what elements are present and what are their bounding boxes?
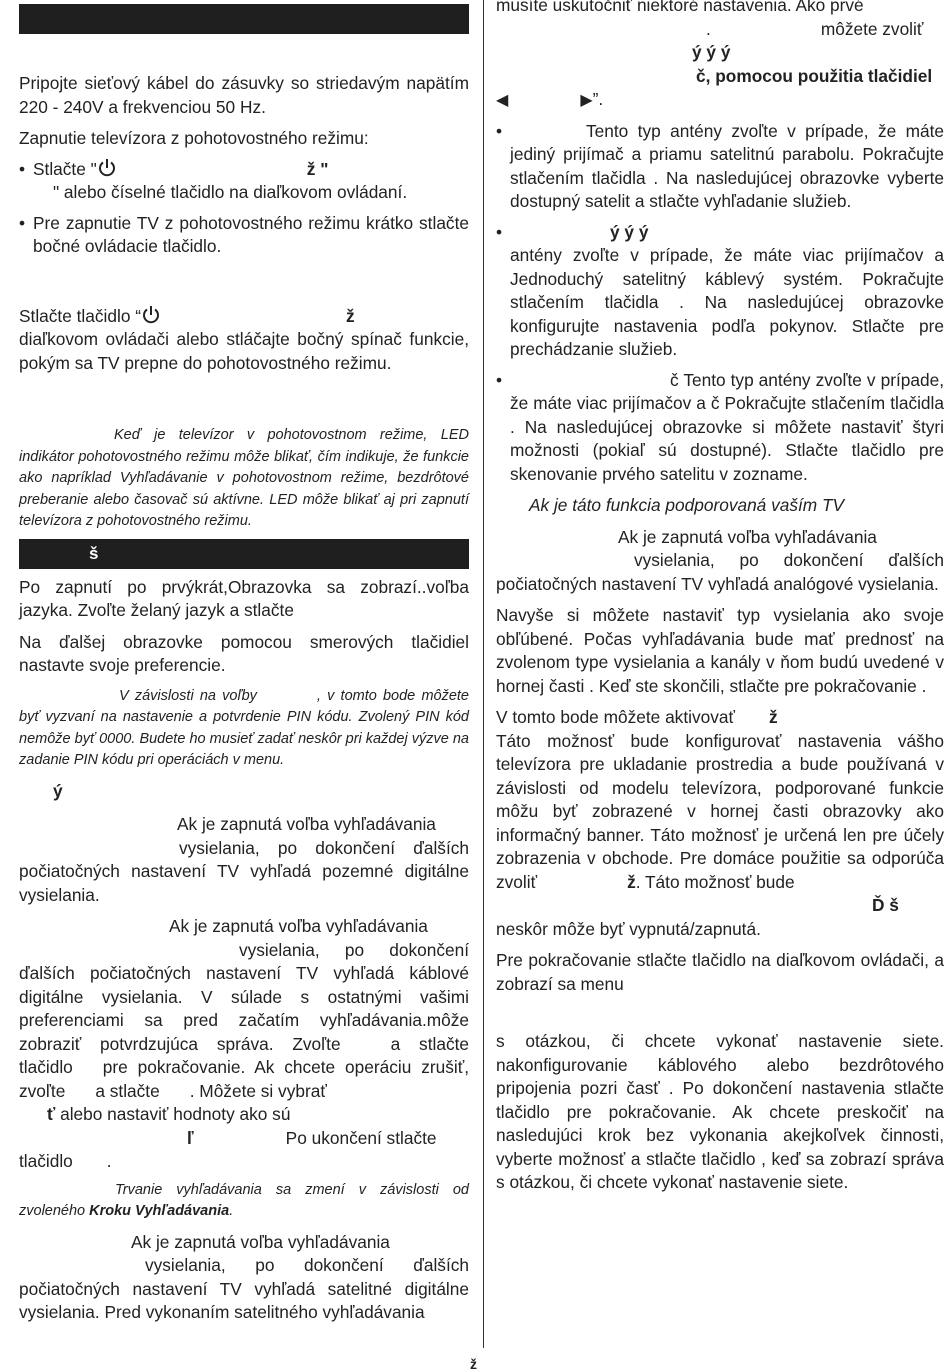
note: V závislosti na voľby , v tomto bode môžete byť vyzvaní na nastavenie a potvrdenie PIN kódu. Zvolený PIN kód nemôže byť 0000. Budete ho musieť zadať neskôr pri každej výzve na zadanie PIN kódu pri operáciách v menu. bbox=[19, 687, 469, 768]
paragraph: Pre pokračovanie stlačte tlačidlo na diaľkovom ovládači, a zobrazí sa menu bbox=[496, 950, 944, 994]
section-title: š bbox=[89, 543, 99, 563]
page-footer: ž bbox=[470, 1356, 477, 1372]
paragraph: Pripojte sieťový kábel do zásuvky so striedavým napätím 220 - 240V a frekvenciou 50 Hz. bbox=[19, 73, 469, 117]
power-icon bbox=[97, 158, 117, 178]
paragraph: Navyše si môžete nastaviť typ vysielania ako svoje obľúbené. Počas vyhľadávania bude mať prednosť na zvolenom type vysielania a kanály v ňom budú uvedené v hornej časti . Keď ste skončili, stlačte pre pokračovanie . bbox=[496, 605, 944, 696]
section-bar-power bbox=[19, 4, 469, 34]
bullet-icon: • bbox=[496, 221, 503, 242]
right-column bbox=[496, 0, 944, 1195]
note: Keď je televízor v pohotovostnom režime, LED indikátor pohotovostného režimu môže blikať, čím indikuje, že funkcie ako napríklad Vyhľadávanie v pohotovostnom režime, bezdrôtové preberanie alebo časovač sú aktívne. LED môže blikať aj pri zapnutí televízora z pohotovostného režimu. bbox=[19, 427, 469, 529]
paragraph: V tomto bode môžete aktivovať ž Táto možnosť bude konfigurovať nastavenia vášho televízora pre ukladanie prostredia a bude používaná v závislosti od modelu televízora, podporované funkcie môžu byť zobrazené v hornej časti obrazovky ako informačný banner. Táto možnosť je určená len pre účely zobrazenia v obchode. Pre domáce použitie sa odporúča zvoliť ž. Táto možnosť bude Ď š neskôr môže byť vypnutá/zapnutá. bbox=[496, 707, 944, 939]
paragraph: Ak je zapnutá voľba vyhľadávania vysielania, po dokončení ďalších počiatočných nastavení TV vyhľadá analógové vysielania. bbox=[496, 526, 944, 594]
paragraph: musíte uskutočniť niektoré nastavenia. Ako prvé . môžete zvoliť ý ý ý č, pomocou použitia tlačidiel ◀ ▶”. bbox=[496, 0, 944, 113]
bullet-icon: • bbox=[496, 369, 503, 390]
power-icon bbox=[141, 305, 161, 325]
left-column bbox=[19, 0, 469, 1325]
list-item: • č Tento typ antény zvoľte v prípade, že máte viac prijímačov a č Pokračujte stlačením tlačidla . Na nasledujúcej obrazovke si môžete nastaviť štyri možnosti (pokiaľ sú dostupné). Stlačte tlačidlo pre skenovanie prvého satelitu v zozname. bbox=[496, 369, 944, 487]
paragraph: Ak je zapnutá voľba vyhľadávania vysielania, po dokončení ďalších počiatočných nastavení TV vyhľadá káblové digitálne vysielania. V súlade s ostatnými vašimi preferenciami sa pred začatím vyhľadávania.môže zobraziť potvrdzujúca správa. Zvoľte a stlačte tlačidlo pre pokračovanie. Ak chcete operáciu zrušiť, zvoľte a stlačte . Môžete si vybrať ť alebo nastaviť hodnoty ako sú ľ Po ukončení stlačte tlačidlo . bbox=[19, 916, 469, 1171]
paragraph: Stlačte tlačidlo “ ž diaľkovom ovládači alebo stláčajte bočný spínač funkcie, pokým sa TV prepne do pohotovostného režimu. bbox=[19, 305, 469, 373]
paragraph: Zapnutie televízora z pohotovostného režimu: bbox=[19, 128, 369, 148]
paragraph: Po zapnutí po prvýkrát,Obrazovka sa zobrazí..voľba jazyka. Zvoľte želaný jazyk a stlačte bbox=[19, 576, 469, 620]
bullet-icon: • bbox=[496, 120, 503, 141]
arrow-left-icon: ◀ bbox=[496, 92, 509, 109]
paragraph: Ak je zapnutá voľba vyhľadávania vysielania, po dokončení ďalších počiatočných nastavení TV vyhľadá pozemné digitálne vysielania. bbox=[19, 814, 469, 905]
bullet-icon: • bbox=[19, 158, 26, 179]
paragraph: Na ďalšej obrazovke pomocou smerových tlačidiel nastavte svoje preferencie. bbox=[19, 631, 469, 675]
note: Ak je táto funkcia podporovaná vaším TV bbox=[529, 495, 845, 515]
paragraph: Ak je zapnutá voľba vyhľadávania vysielania, po dokončení ďalších počiatočných nastavení TV vyhľadá satelitné digitálne vysielania. Pred vykonaním satelitného vyhľadávania bbox=[19, 1231, 469, 1322]
section-bar-first-install bbox=[19, 539, 469, 569]
arrow-right-icon: ▶ bbox=[580, 92, 593, 109]
list-item: • ý ý ý antény zvoľte v prípade, že máte viac prijímačov a Jednoduchý satelitný káblevý systém. Pokračujte stlačením tlačidla . Na nasledujúcej obrazovke konfigurujte nastavenia podľa pokynov. Stlačte pre prechádzanie služieb. bbox=[496, 221, 944, 362]
subheading: ý bbox=[53, 780, 63, 801]
bullet-icon: • bbox=[19, 212, 26, 233]
list-item: • Pre zapnutie TV z pohotovostného režimu krátko stlačte bočné ovládacie tlačidlo. bbox=[19, 212, 469, 259]
column-divider bbox=[483, 0, 484, 1348]
list-item: • Tento typ antény zvoľte v prípade, že máte jediný prijímač a priamu satelitnú parabolu. Pokračujte stlačením tlačidla . Na nasledujúcej obrazovke vyberte dostupný satelit a stlačte vyhľadanie služieb. bbox=[496, 120, 944, 214]
note: Trvanie vyhľadávania sa zmení v závislosti od zvoleného Kroku Vyhľadávania. bbox=[19, 1181, 469, 1219]
paragraph: s otázkou, či chcete vykonať nastavenie siete. nakonfigurovanie káblového alebo bezdrôtového pripojenia pozri časť . Po dokončení nastavenia stlačte tlačidlo pre pokračovanie. Ak chcete preskočiť na nasledujúci krok bez vykonania akejkoľvek činnosti, vyberte možnosť a stlačte tlačidlo , keď sa zobrazí správa s otázkou, či chcete vykonať nastavenie siete. bbox=[496, 1031, 944, 1192]
list-item: • Stlačte " ž " " alebo číselné tlačidlo na diaľkovom ovládaní. bbox=[19, 158, 469, 205]
